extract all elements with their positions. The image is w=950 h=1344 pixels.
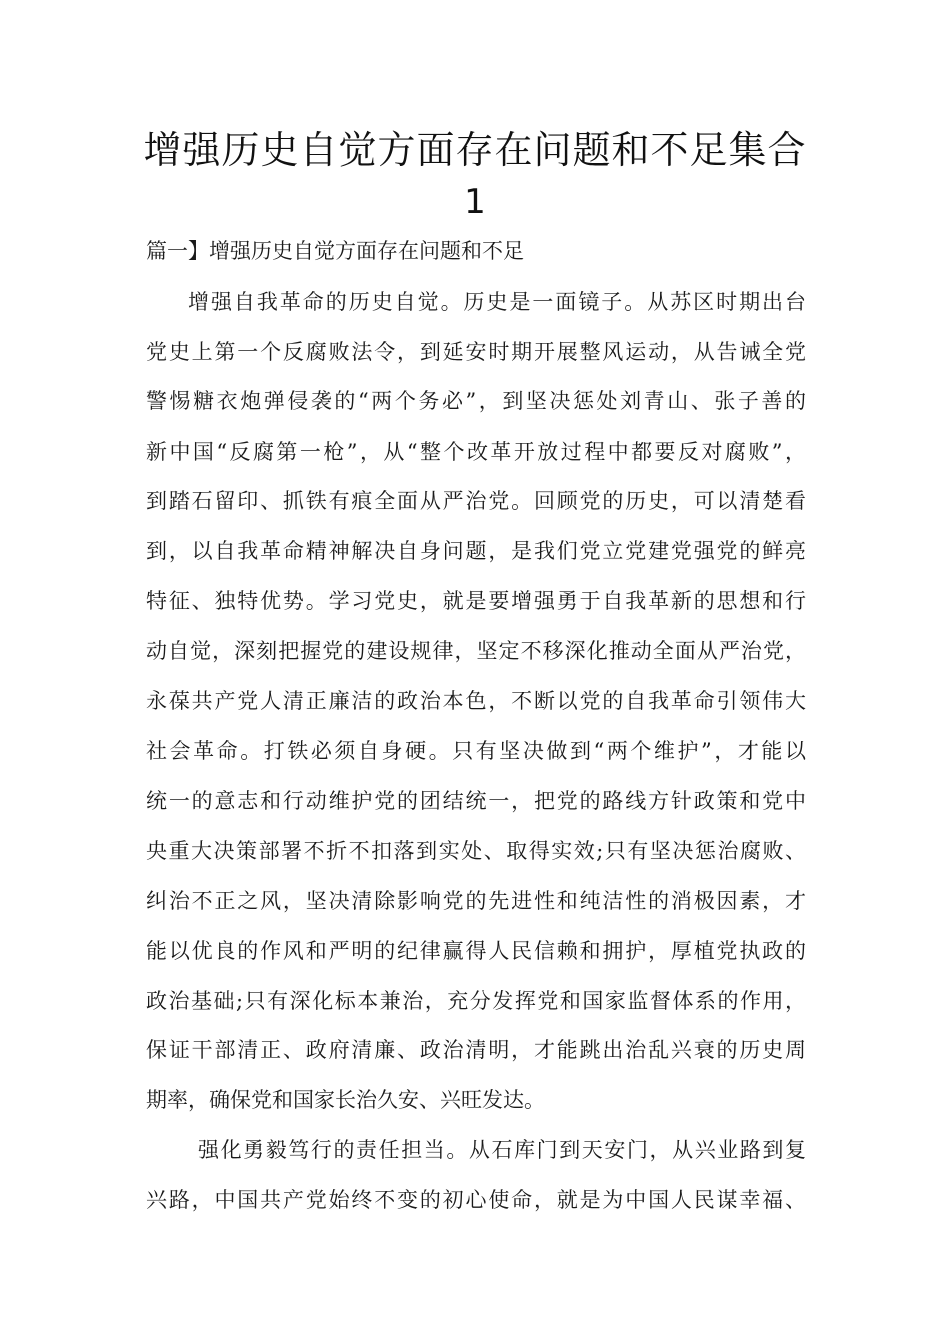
text-line: 新中国“反腐第一枪”，从“整个改革开放过程中都要反对腐败”，: [146, 440, 806, 464]
text-line: 强化勇毅笃行的责任担当。从石库门到天安门，从兴业路到复: [198, 1138, 806, 1162]
text-line: 永葆共产党人清正廉洁的政治本色，不断以党的自我革命引领伟大: [146, 689, 806, 713]
text-line: 到，以自我革命精神解决自身问题，是我们党立党建党强党的鲜亮: [146, 539, 806, 563]
text-line: 到踏石留印、抓铁有痕全面从严治党。回顾党的历史，可以清楚看: [146, 489, 806, 513]
text-line: 增强自我革命的历史自觉。历史是一面镜子。从苏区时期出台: [188, 290, 806, 314]
text-line: 期率，确保党和国家长治久安、兴旺发达。: [146, 1088, 545, 1112]
text-line: 保证干部清正、政府清廉、政治清明，才能跳出治乱兴衰的历史周: [146, 1038, 806, 1062]
text-line: 特征、独特优势。学习党史，就是要增强勇于自我革新的思想和行: [146, 589, 806, 613]
text-line: 统一的意志和行动维护党的团结统一，把党的路线方针政策和党中: [146, 789, 806, 813]
text-line: 央重大决策部署不折不扣落到实处、取得实效;只有坚决惩治腐败、: [146, 839, 806, 863]
text-line: 纠治不正之风，坚决清除影响党的先进性和纯洁性的消极因素，才: [146, 889, 806, 913]
text-line: 党史上第一个反腐败法令，到延安时期开展整风运动，从告诫全党: [146, 340, 806, 364]
text-line: 能以优良的作风和严明的纪律赢得人民信赖和拥护，厚植党执政的: [146, 939, 806, 963]
text-line: 政治基础;只有深化标本兼治，充分发挥党和国家监督体系的作用，: [146, 989, 806, 1013]
text-line: 动自觉，深刻把握党的建设规律，坚定不移深化推动全面从严治党，: [146, 639, 806, 663]
text-line: 社会革命。打铁必须自身硬。只有坚决做到“两个维护”，才能以: [146, 739, 806, 763]
section-heading: 篇一】增强历史自觉方面存在问题和不足: [146, 239, 524, 263]
document-title: 增强历史自觉方面存在问题和不足集合: [143, 128, 807, 172]
text-line: 警惕糖衣炮弹侵袭的“两个务必”，到坚决惩处刘青山、张子善的: [146, 389, 806, 413]
text-line: 兴路，中国共产党始终不变的初心使命，就是为中国人民谋幸福、: [146, 1188, 806, 1212]
document-title-number: 1: [464, 182, 486, 222]
